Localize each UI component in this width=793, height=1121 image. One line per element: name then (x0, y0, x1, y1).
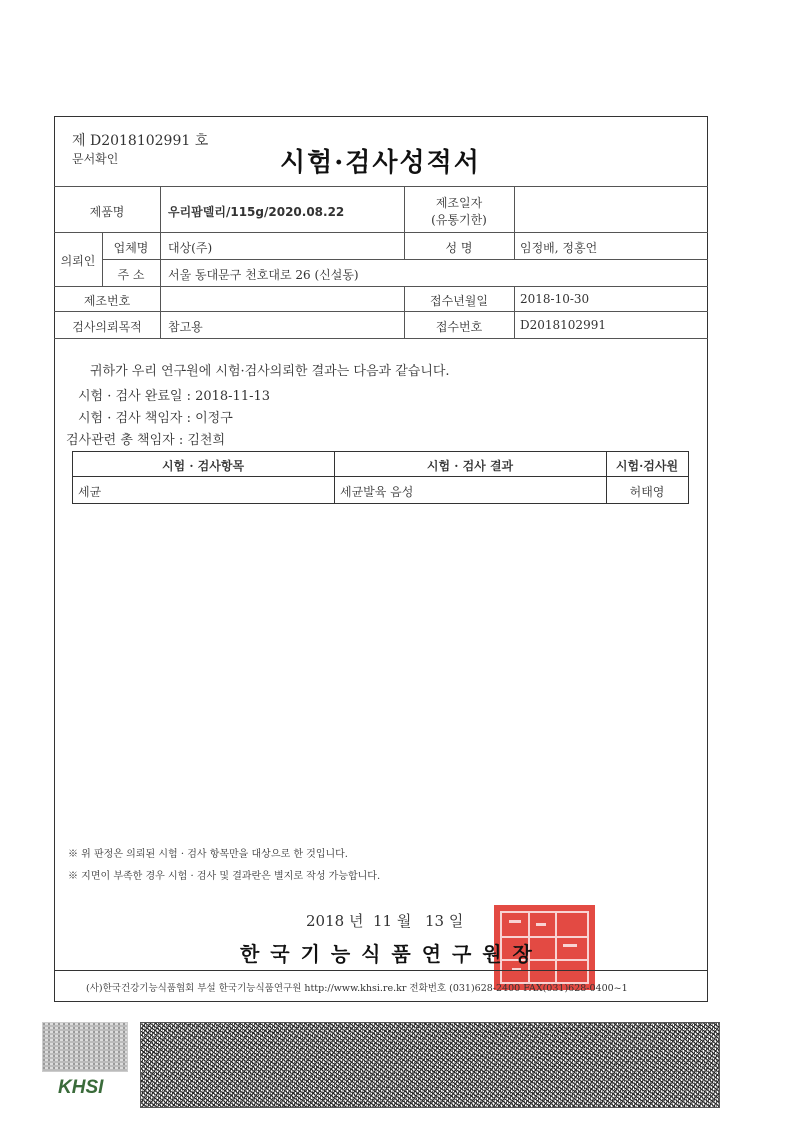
receipt-date-value: 2018-10-30 (520, 292, 590, 306)
divider (54, 311, 708, 312)
divider (72, 503, 689, 504)
receipt-number-value: D2018102991 (520, 318, 606, 332)
mfg-number-label: 제조번호 (83, 294, 131, 308)
document-check-label: 문서확인 (72, 152, 119, 166)
receipt-number-label: 접수번호 (435, 320, 483, 334)
company-label: 업체명 (113, 241, 149, 255)
product-label: 제품명 (89, 205, 125, 219)
divider (688, 451, 689, 503)
receipt-date-label: 접수년월일 (430, 294, 488, 308)
inspector: 시험 · 검사 책임자 : 이정구 (78, 411, 233, 426)
note-scope: ※ 위 판정은 의뢰된 시험 · 검사 항목만을 대상으로 한 것입니다. (68, 849, 348, 860)
intro-text: 귀하가 우리 연구원에 시험·검사의뢰한 결과는 다음과 같습니다. (90, 364, 450, 379)
divider (72, 476, 689, 477)
completion-date: 시험 · 검사 완료일 : 2018-11-13 (78, 389, 271, 404)
note-supplement: ※ 지면이 부족한 경우 시험 · 검사 및 결과란은 별지로 작성 가능합니다. (68, 871, 381, 882)
results-header-item: 시험 · 검사항목 (161, 459, 245, 473)
qr-code-icon (42, 1022, 128, 1072)
contact-info: (사)한국건강기능식품협회 부설 한국기능식품연구원 http://www.khsi.re.kr 전화번호 (031)628-2400 FAX(031)628-0400~1 (86, 983, 628, 994)
name-label: 성 명 (445, 241, 473, 255)
results-header-examiner: 시험·검사원 (615, 459, 679, 473)
divider (160, 186, 161, 338)
purpose-label: 검사의뢰목적 (72, 320, 142, 334)
results-row-result: 세균발육 음성 (340, 485, 414, 499)
khsi-logo: KHSI (58, 1077, 104, 1098)
company-value: 대상(주) (168, 241, 213, 255)
mfg-date-label: 제조일자 (435, 196, 483, 210)
results-header-result: 시험 · 검사 결과 (426, 459, 514, 473)
address-label: 주 소 (117, 268, 145, 282)
address-value: 서울 동대문구 천호대로 26 (신설동) (168, 268, 359, 282)
security-barcode (140, 1022, 720, 1108)
institute-name: 한 국 기 능 식 품 연 구 원 장 (240, 942, 534, 966)
issue-year: 2018 년 (306, 912, 364, 930)
name-value: 임정배, 정홍언 (520, 241, 598, 255)
manager: 검사관련 총 책임자 : 김천희 (66, 433, 226, 448)
divider (54, 232, 708, 233)
divider (54, 970, 708, 971)
purpose-value: 참고용 (168, 320, 203, 334)
divider (54, 186, 708, 187)
results-table (72, 451, 689, 504)
divider (102, 259, 708, 260)
divider (54, 338, 708, 339)
issue-day: 13 일 (425, 912, 464, 930)
divider (72, 451, 689, 452)
requester-label: 의뢰인 (60, 254, 96, 268)
divider (514, 286, 515, 338)
issue-month: 11 월 (373, 912, 412, 930)
document-title: 시험·검사성적서 (280, 148, 481, 178)
divider (514, 186, 515, 259)
results-row-examiner: 허태영 (629, 485, 665, 499)
divider (54, 286, 708, 287)
product-value: 우리팜델리/115g/2020.08.22 (168, 205, 345, 219)
expiry-label: (유통기한) (431, 213, 487, 227)
results-row-item: 세균 (78, 485, 102, 499)
document-number: 제 D2018102991 호 (72, 133, 209, 149)
